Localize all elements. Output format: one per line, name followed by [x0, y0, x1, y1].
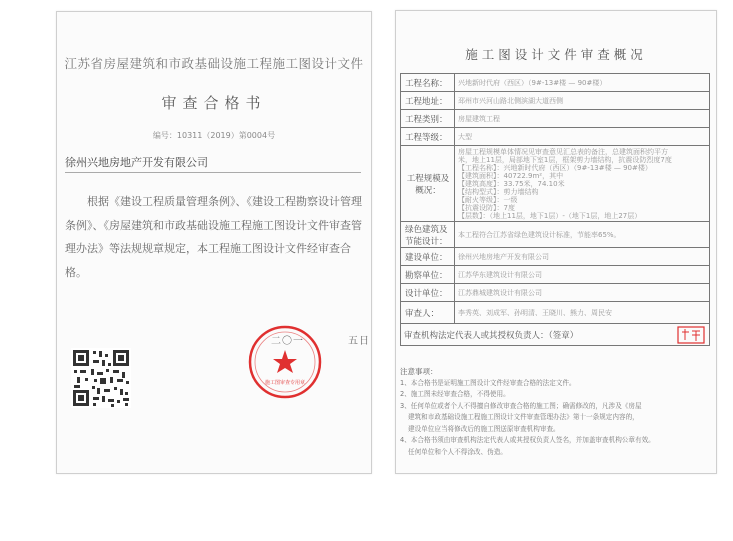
representative-cell	[401, 324, 710, 346]
note-item: 建设单位应当将修改后的施工图送原审查机构审查。	[408, 424, 560, 433]
recipient-name: 徐州兴地房地产开发有限公司	[65, 156, 208, 169]
table-row	[401, 74, 710, 92]
builder-value: 徐州兴地房地产开发有限公司	[455, 248, 710, 266]
project-name-value: 兴地新时代府（西区）（9#-13#楼 — 90#楼）	[455, 74, 710, 92]
issue-date: 二〇一 五日	[271, 336, 370, 347]
project-scale-value	[455, 146, 710, 222]
note-item: 1、本合格书是证明施工图设计文件经审查合格的法定文件。	[400, 378, 576, 387]
certificate-title: 审查合格书	[161, 94, 267, 112]
recipient-underline	[65, 172, 361, 173]
scale-line: 【耐火等级】：一级	[458, 195, 518, 204]
scale-line: 【工程名称】：兴地新时代府（西区）（9#-13#楼 — 90#楼）	[458, 163, 652, 172]
survey-unit-value: 江苏华东建筑设计有限公司	[455, 266, 710, 284]
note-item: 建筑和市政基础设施工程施工图设计文件审查管理办法》第十一条规定内容的，	[408, 413, 639, 421]
row-label: 工程类别：	[401, 110, 455, 128]
scale-line: 【建筑高度】：33.75米，74.10米	[458, 179, 565, 188]
qr-code-icon	[71, 348, 131, 408]
project-grade-value: 大型	[455, 128, 710, 146]
review-summary-page	[395, 10, 717, 474]
certificate-number: 编号：10311（2019）第0004号	[152, 131, 276, 140]
svg-text:施工图审查专用章: 施工图审查专用章	[264, 380, 306, 386]
green-building-value: 本工程符合江苏省绿色建筑设计标准，节能率65%。	[455, 222, 710, 248]
scale-line: 【结构型式】：剪力墙结构	[458, 187, 539, 196]
scale-line: 【抗震设防】：7度	[458, 203, 515, 212]
summary-title: 施工图设计文件审查概况	[465, 47, 647, 62]
table-row	[401, 324, 710, 346]
table-row	[401, 128, 710, 146]
note-item: 2、施工图未经审查合格，不得使用。	[400, 390, 510, 398]
table-row	[401, 110, 710, 128]
row-label: 审查人：	[401, 302, 455, 324]
row-label: 工程名称：	[401, 74, 455, 92]
signature-stamp-icon	[677, 326, 705, 344]
table-row	[401, 302, 710, 324]
scale-line: 【层数】：（地上11层，地下1层）-（地下1层，地上27层）	[458, 211, 642, 220]
row-label: 工程规模及概况：	[401, 146, 455, 222]
scale-line: 米，地上11层，局部地下室1层，框架剪力墙结构，抗震设防烈度7度	[458, 155, 672, 164]
certificate-page	[56, 11, 372, 474]
table-row	[401, 284, 710, 302]
notes-title: 注意事项：	[400, 367, 438, 376]
row-label: 工程地址：	[401, 92, 455, 110]
design-unit-value: 江苏鼎城建筑设计有限公司	[455, 284, 710, 302]
project-category-value: 房屋建筑工程	[455, 110, 710, 128]
row-label: 工程等级：	[401, 128, 455, 146]
official-seal-icon	[247, 324, 323, 400]
project-address-value: 邳州市兴河山路北侧滨湖大道西侧	[455, 92, 710, 110]
notes-section	[400, 366, 710, 458]
row-label: 设计单位：	[401, 284, 455, 302]
scale-line: 房屋工程规模单体情况见审查意见汇总表的备注，总建筑面积约平方	[458, 147, 668, 156]
certificate-body: 根据《建设工程质量管理条例》、《建设工程勘察设计管理条例》、《房屋建筑和市政基础设施工程施工图设计文件审查管理办法》等法规规章规定，本工程施工图设计文件经审查合格。	[65, 195, 362, 279]
table-row	[401, 248, 710, 266]
reviewers-value: 李秀英、刘成军、孙明清、王晓川、熊力、周民安	[455, 302, 710, 324]
certificate-header: 江苏省房屋建筑和市政基础设施工程施工图设计文件	[64, 56, 364, 71]
row-label: 勘察单位：	[401, 266, 455, 284]
table-row	[401, 146, 710, 222]
note-item: 3、任何单位或者个人不得擅自修改审查合格的施工图；确需修改的，凡涉及《房屋	[400, 401, 642, 410]
representative-label: 审查机构法定代表人或其授权负责人：（签章）	[404, 330, 579, 341]
row-label: 绿色建筑及节能设计：	[401, 222, 455, 248]
note-item: 4、本合格书须由审查机构法定代表人或其授权负责人签名，并加盖审查机构公章有效。	[400, 436, 655, 444]
table-row	[401, 222, 710, 248]
table-row	[401, 92, 710, 110]
row-label: 建设单位：	[401, 248, 455, 266]
scale-line: 【建筑面积】：40722.9m²，其中	[458, 171, 564, 180]
note-item: 任何单位和个人不得涂改、伪造。	[408, 447, 507, 456]
review-table	[400, 73, 710, 346]
table-row	[401, 266, 710, 284]
